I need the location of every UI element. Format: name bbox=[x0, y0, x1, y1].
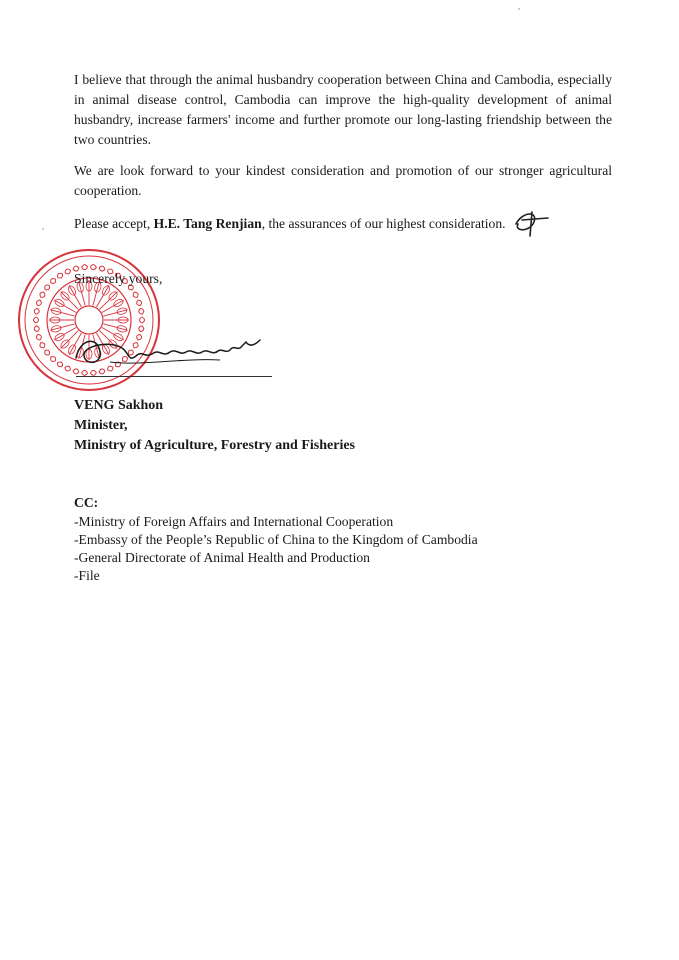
cc-recipient: -Ministry of Foreign Affairs and International Cooperation bbox=[74, 514, 394, 529]
cc-recipient: -File bbox=[74, 568, 100, 583]
signatory-title: Minister, bbox=[74, 418, 128, 433]
cc-recipient: -General Directorate of Animal Health and Production bbox=[74, 550, 370, 565]
body-paragraph-cooperation: I believe that through the animal husbandry cooperation between China and Cambodia, especially in animal disease control, Cambodia can improve the high-quality development of animal husbandry, increase farmers' income and further promote our long-lasting friendship between the two countries. bbox=[74, 72, 612, 147]
scan-speck bbox=[518, 8, 520, 10]
signatory-name: VENG Sakhon bbox=[74, 398, 164, 413]
cc-list bbox=[74, 493, 478, 585]
initial-mark bbox=[508, 206, 550, 238]
assurance-text-end: , the assurances of our highest consideration. bbox=[261, 216, 506, 231]
signature-line bbox=[76, 376, 272, 377]
closing-salutation: Sincerely yours, bbox=[74, 271, 163, 286]
scan-speck bbox=[42, 228, 44, 230]
signatory-block bbox=[74, 396, 355, 456]
addressee-name: H.E. Tang Renjian bbox=[153, 216, 262, 231]
cc-heading: CC: bbox=[74, 495, 99, 510]
signatory-ministry: Ministry of Agriculture, Forestry and Fisheries bbox=[74, 438, 355, 453]
body-paragraph-consideration: We are look forward to your kindest consideration and promotion of our stronger agricultural cooperation. bbox=[74, 163, 612, 198]
minister-signature bbox=[70, 318, 280, 378]
cc-recipient: -Embassy of the People’s Republic of China to the Kingdom of Cambodia bbox=[74, 532, 478, 547]
assurance-text-start: Please accept, bbox=[74, 216, 154, 231]
